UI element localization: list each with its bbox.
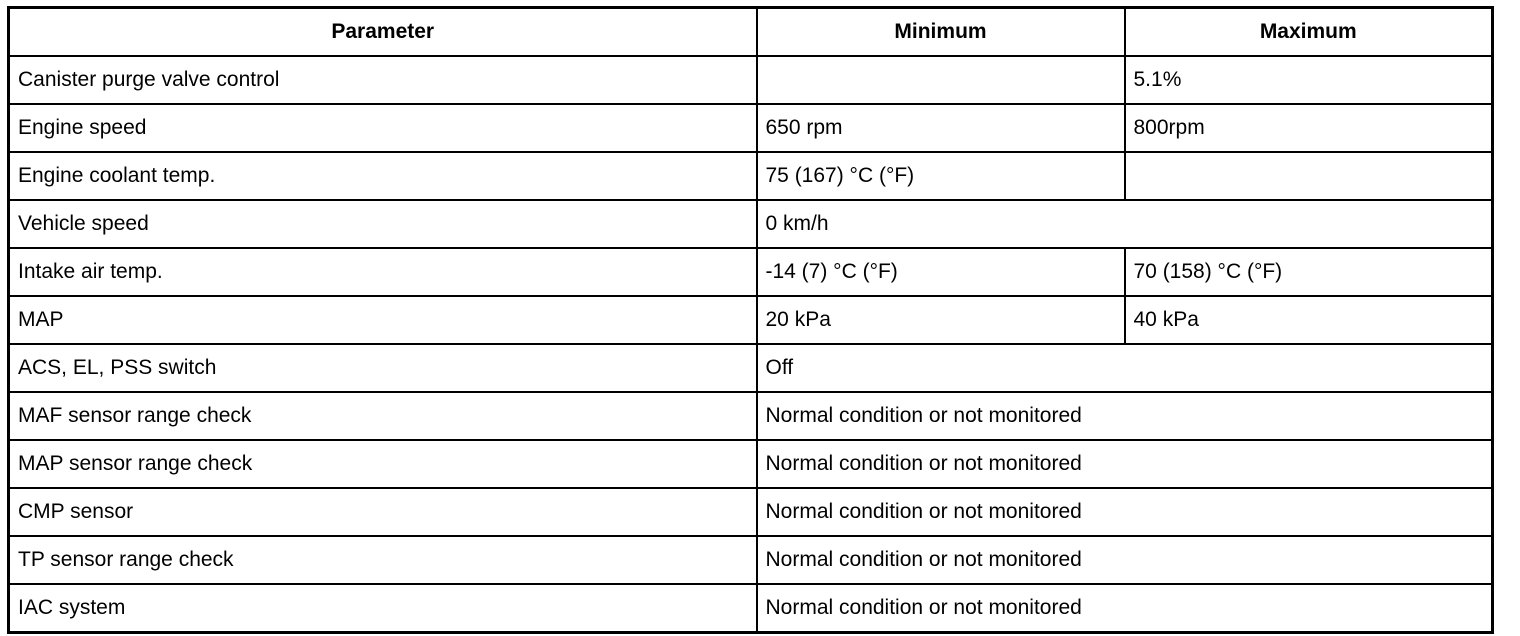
cell-parameter: Intake air temp.	[9, 248, 757, 296]
table-row	[9, 392, 1493, 440]
cell-value: Normal condition or not monitored	[757, 440, 1493, 488]
cell-minimum: 650 rpm	[757, 104, 1125, 152]
cell-parameter: TP sensor range check	[9, 536, 757, 584]
table-row	[9, 488, 1493, 536]
table-row	[9, 344, 1493, 392]
document-page	[7, 6, 1491, 630]
table-header-row	[9, 8, 1493, 57]
cell-parameter: Engine coolant temp.	[9, 152, 757, 200]
cell-value: Normal condition or not monitored	[757, 488, 1493, 536]
table-row	[9, 200, 1493, 248]
cell-parameter: Engine speed	[9, 104, 757, 152]
cell-parameter: ACS, EL, PSS switch	[9, 344, 757, 392]
cell-minimum: 75 (167) °C (°F)	[757, 152, 1125, 200]
cell-maximum: 40 kPa	[1125, 296, 1493, 344]
cell-parameter: MAF sensor range check	[9, 392, 757, 440]
cell-parameter: IAC system	[9, 584, 757, 633]
cell-maximum: 5.1%	[1125, 56, 1493, 104]
cell-value: Normal condition or not monitored	[757, 392, 1493, 440]
header-minimum: Minimum	[757, 8, 1125, 57]
cell-parameter: MAP	[9, 296, 757, 344]
cell-parameter: CMP sensor	[9, 488, 757, 536]
cell-minimum	[757, 56, 1125, 104]
table-row	[9, 584, 1493, 633]
cell-maximum	[1125, 152, 1493, 200]
table-row	[9, 440, 1493, 488]
table-row	[9, 296, 1493, 344]
cell-value: Off	[757, 344, 1493, 392]
cell-maximum: 70 (158) °C (°F)	[1125, 248, 1493, 296]
table-row	[9, 104, 1493, 152]
table-row	[9, 248, 1493, 296]
cell-parameter: MAP sensor range check	[9, 440, 757, 488]
table-row	[9, 56, 1493, 104]
header-maximum: Maximum	[1125, 8, 1493, 57]
parameter-table	[7, 6, 1494, 634]
cell-minimum: 20 kPa	[757, 296, 1125, 344]
cell-value: Normal condition or not monitored	[757, 584, 1493, 633]
header-parameter: Parameter	[9, 8, 757, 57]
cell-maximum: 800rpm	[1125, 104, 1493, 152]
cell-minimum: -14 (7) °C (°F)	[757, 248, 1125, 296]
table-row	[9, 536, 1493, 584]
table-row	[9, 152, 1493, 200]
cell-value: Normal condition or not monitored	[757, 536, 1493, 584]
cell-parameter: Vehicle speed	[9, 200, 757, 248]
cell-value: 0 km/h	[757, 200, 1493, 248]
cell-parameter: Canister purge valve control	[9, 56, 757, 104]
